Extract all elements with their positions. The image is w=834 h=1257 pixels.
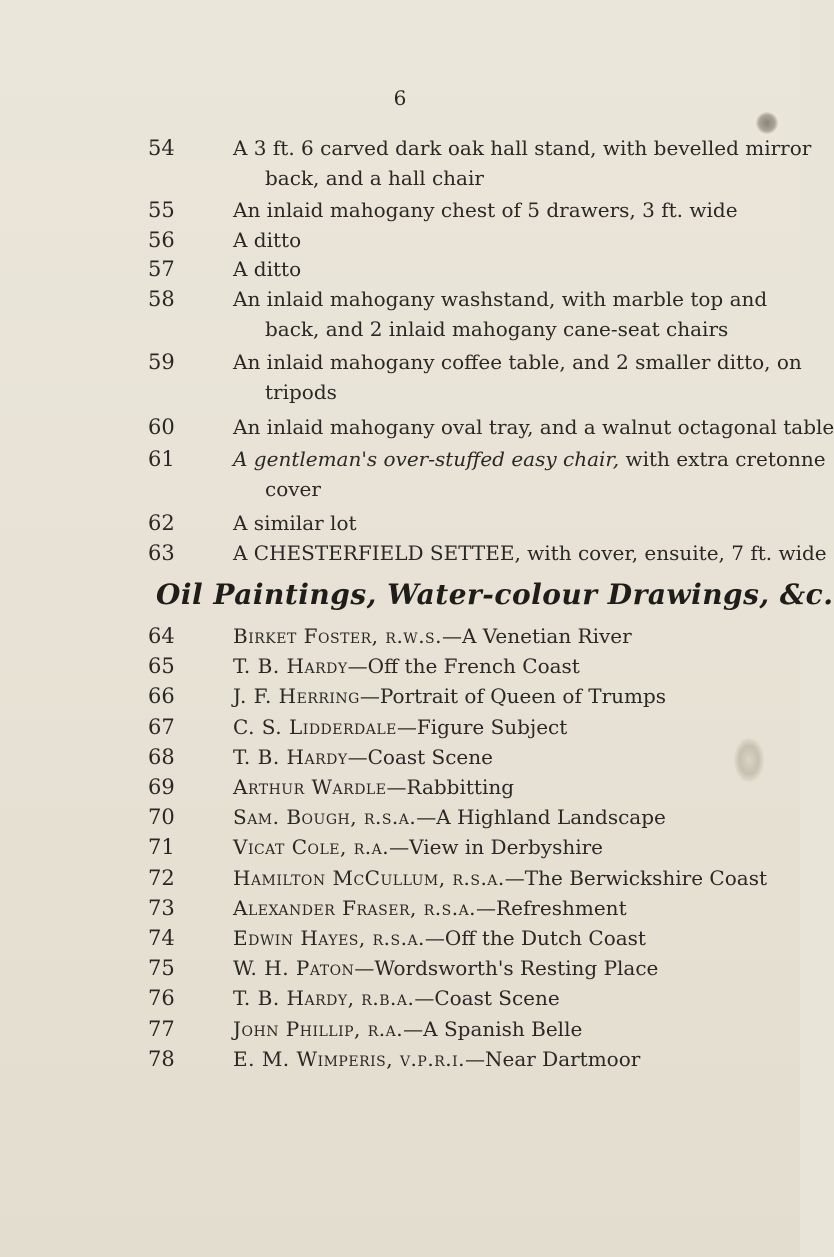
artist-name: T. B. Hardy <box>233 654 348 679</box>
painting-title: —Wordsworth's Resting Place <box>354 956 659 981</box>
painting-title: —A Highland Landscape <box>416 805 666 830</box>
lot-number: 62 <box>148 511 175 535</box>
lot-description <box>233 893 753 923</box>
artist-name: T. B. Hardy <box>233 744 348 769</box>
artist-name: Vicat Cole, r.a. <box>233 835 390 860</box>
artist-name: T. B. Hardy, r.b.a. <box>233 986 415 1011</box>
lot-description <box>233 923 753 953</box>
artist-name: E. M. Wimperis, v.p.r.i. <box>233 1046 465 1071</box>
lot-number: 64 <box>148 624 175 648</box>
painting-title: —Coast Scene <box>347 744 493 769</box>
lot-description <box>233 742 753 772</box>
lot-description: A CHESTERFIELD SETTEE, with cover, ensuite, 7 ft. wide <box>233 541 827 565</box>
lot-number: 71 <box>148 835 175 860</box>
artist-name: Sam. Bough, r.s.a. <box>233 805 417 830</box>
painting-title: —Off the French Coast <box>347 654 580 679</box>
painting-title: —Portrait of Queen of Trumps <box>359 684 667 709</box>
lot-number: 78 <box>148 1046 175 1071</box>
lot-description <box>233 863 767 893</box>
lot-description <box>233 772 753 802</box>
lot-description <box>233 712 753 742</box>
lot-description: An inlaid mahogany coffee table, and 2 smaller ditto, on tripods <box>233 350 802 404</box>
painting-title: —The Berwickshire Coast <box>504 865 767 890</box>
lot-description <box>233 953 753 983</box>
foxing-stain <box>756 112 778 134</box>
lot-number: 54 <box>148 136 175 160</box>
lot-number: 65 <box>148 654 175 679</box>
lot-description <box>233 1044 753 1074</box>
lot-description: A 3 ft. 6 carved dark oak hall stand, with bevelled mirror back, and a hall chair <box>233 136 812 190</box>
painting-title: —Figure Subject <box>396 714 568 739</box>
artist-name: Hamilton McCullum, r.s.a. <box>233 865 505 890</box>
painting-title: —Near Dartmoor <box>464 1046 641 1071</box>
lot-number: 72 <box>148 865 175 890</box>
painting-title: —A Spanish Belle <box>403 1016 583 1041</box>
lot-number: 57 <box>148 257 175 281</box>
artist-name: W. H. Paton <box>233 956 355 981</box>
lot-number: 55 <box>148 198 175 222</box>
lot-number: 70 <box>148 805 175 830</box>
lot-number: 66 <box>148 684 175 709</box>
lot-description: A gentleman's over-stuffed easy chair, with extra cretonne cover <box>233 447 826 501</box>
lot-number: 68 <box>148 744 175 769</box>
lot-number: 77 <box>148 1016 175 1041</box>
lot-number: 69 <box>148 775 175 799</box>
lot-description: An inlaid mahogany oval tray, and a walnut octagonal table <box>233 415 834 439</box>
lot-number: 75 <box>148 956 175 981</box>
lot-description <box>233 832 753 862</box>
lot-description: An inlaid mahogany washstand, with marble top and back, and 2 inlaid mahogany cane-seat chairs <box>233 287 768 341</box>
artist-name: Birket Foster, r.w.s. <box>233 624 442 648</box>
section-heading: Oil Paintings, Water-colour Drawings, &c. <box>156 578 834 611</box>
lot-description: A ditto <box>233 257 302 281</box>
lot-number: 61 <box>148 447 175 471</box>
artist-name: Alexander Fraser, r.s.a. <box>233 895 477 920</box>
painting-title: —Refreshment <box>476 895 627 920</box>
lot-description <box>233 1014 753 1044</box>
artist-name: John Phillip, r.a. <box>233 1016 404 1041</box>
painting-title: —A Venetian River <box>442 624 632 648</box>
artist-name: Edwin Hayes, r.s.a. <box>233 926 425 950</box>
lot-number: 67 <box>148 714 175 739</box>
lot-number: 58 <box>148 287 175 311</box>
painting-title: —Off the Dutch Coast <box>424 926 646 950</box>
lot-number: 74 <box>148 926 175 950</box>
lot-description: A ditto <box>233 228 302 252</box>
lot-number: 73 <box>148 895 175 920</box>
lot-description: A similar lot <box>233 511 357 535</box>
lot-number: 63 <box>148 541 175 565</box>
painting-title: —View in Derbyshire <box>389 835 604 860</box>
lot-description: An inlaid mahogany chest of 5 drawers, 3 ft. wide <box>233 198 738 222</box>
page-number: 6 <box>393 86 407 110</box>
painting-title: —Coast Scene <box>414 986 560 1011</box>
lot-description <box>233 651 753 681</box>
lot-description <box>233 802 753 832</box>
lot-description <box>233 681 753 711</box>
lot-number: 59 <box>148 350 175 374</box>
lot-number: 56 <box>148 228 175 252</box>
lot-description <box>233 983 753 1013</box>
lot-number: 76 <box>148 986 175 1011</box>
lot-number: 60 <box>148 415 175 439</box>
painting-title: —Rabbitting <box>386 775 515 799</box>
artist-name: Arthur Wardle <box>233 775 387 799</box>
lot-description <box>233 621 753 651</box>
artist-name: C. S. Lidderdale <box>233 714 397 739</box>
artist-name: J. F. Herring <box>233 684 360 709</box>
